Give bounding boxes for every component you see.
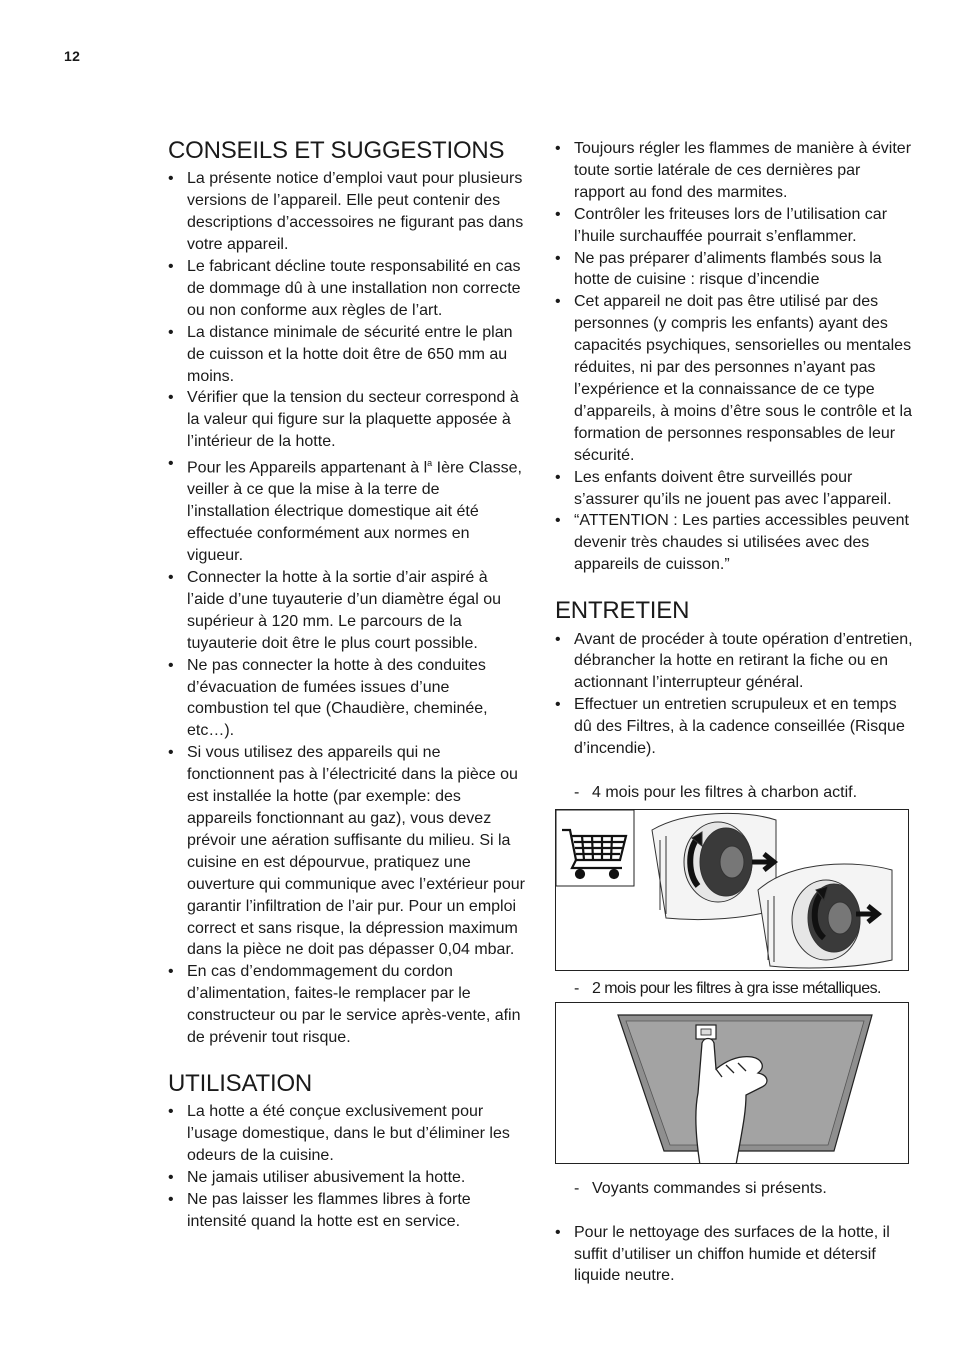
conseils-list — [168, 168, 526, 1049]
conseils-heading: CONSEILS ET SUGGESTIONS — [168, 137, 505, 164]
grease-filter-illustration — [556, 1003, 909, 1164]
list-item: • Avant de procéder à toute opération d’entretien, débrancher la hotte en retirant la fiche ou en actionnant l’interrupteur général. — [555, 629, 913, 695]
list-item: • Ne pas préparer d’aliments flambés sous la hotte de cuisine : risque d’incendie — [555, 248, 913, 292]
dash-graisse: - 2 mois pour les filtres à gra isse métalliques. — [555, 978, 913, 1000]
list-item: • La présente notice d’emploi vaut pour plusieurs versions de l’appareil. Elle peut contenir des descriptions d’accessoires ne figurant pas dans votre appareil. — [168, 168, 526, 256]
list-item: • Le fabricant décline toute responsabilité en cas de dommage dû à une installation non correcte ou non conforme aux règles de l’art. — [168, 256, 526, 322]
utilisation-list — [168, 1101, 526, 1232]
utilisation-heading: UTILISATION — [168, 1069, 313, 1097]
right-column — [555, 138, 913, 1287]
list-item: • Vérifier que la tension du secteur correspond à la valeur qui figure sur la plaquette apposée à l’intérieur de la hotte. — [168, 387, 526, 453]
list-item: • La distance minimale de sécurité entre le plan de cuisson et la hotte doit être de 650 mm au moins. — [168, 322, 526, 388]
list-item: • Ne pas laisser les flammes libres à forte intensité quand la hotte est en service. — [168, 1189, 526, 1233]
list-item: • Ne pas connecter la hotte à des conduites d’évacuation de fumées issues d’une combustion tel que (Chaudière, cheminée, etc…). — [168, 655, 526, 743]
list-item: • Si vous utilisez des appareils qui ne fonctionnent pas à l’électricité dans la pièce ou est installée la hotte (par exemple: des appareils fonctionnant au gaz), vous devez prévoir une aération suffisante du milieu. Si la cuisine en est dépourvue, pratiquez une ouverture qui communique avec l’extérieur pour garantir l’infiltration de l’air pur. Pour un emploi correct et sans risque, la dépression maximum dans la pièce ne doit pas dépasser 0,04 mbar. — [168, 742, 526, 961]
carbon-filter-figure — [555, 809, 909, 971]
entretien-list — [555, 629, 913, 760]
list-item: • En cas d’endommagement du cordon d’alimentation, faites-le remplacer par le constructeur ou par le service après-vente, afin de prévenir tout risque. — [168, 961, 526, 1049]
dash-charbon: - 4 mois pour les filtres à charbon actif. — [555, 782, 913, 804]
list-item: • La hotte a été conçue exclusivement pour l’usage domestique, dans le but d’éliminer les odeurs de la cuisine. — [168, 1101, 526, 1167]
hood-view-1 — [652, 813, 776, 919]
list-item: • Effectuer un entretien scrupuleux et en temps dû des Filtres, à la cadence conseillée (Risque d’incendie). — [555, 694, 913, 760]
list-item: • Ne jamais utiliser abusivement la hotte. — [168, 1167, 526, 1189]
list-item: • Contrôler les friteuses lors de l’utilisation car l’huile surchauffée pourrait s’enflammer. — [555, 204, 913, 248]
entretien-heading: ENTRETIEN — [555, 597, 690, 625]
left-column — [168, 138, 526, 1233]
classe-superscript: a — [427, 458, 433, 469]
list-item: • Connecter la hotte à la sortie d’air aspiré à l’aide d’une tuyauterie d’un diamètre égal ou supérieur à 120 mm. Le parcours de la tuyauterie doit être le plus court possible. — [168, 567, 526, 655]
dash-voyants: - Voyants commandes si présents. — [555, 1178, 913, 1200]
hood-view-2 — [758, 864, 892, 968]
nettoyage-list — [555, 1222, 913, 1288]
list-item — [168, 453, 526, 567]
safety-list — [555, 138, 913, 576]
list-item: • “ATTENTION : Les parties accessibles peuvent devenir très chaudes si utilisées avec des appareils de cuisson.” — [555, 510, 913, 576]
classe-text-before: Pour les Appareils appartenant à l — [187, 459, 428, 477]
list-item: • Cet appareil ne doit pas être utilisé par des personnes (y compris les enfants) ayant des capacités psychiques, sensorielles ou mentales réduites, ni par des personnes n’ayant pas l’expérience et la connaissance de ce type d’appareils, à moins d’être sous le contrôle et la formation de personnes responsables de leur sécurité. — [555, 291, 913, 466]
list-item: • Toujours régler les flammes de manière à éviter toute sortie latérale de ces dernières par rapport au fond des marmites. — [555, 138, 913, 204]
carbon-filter-illustration — [556, 810, 909, 971]
page-number: 12 — [64, 48, 81, 64]
classe-text-after: Ière Classe, veiller à ce que la mise à la terre de l’installation électrique domestique ait été effectuée conformément aux normes en vigueur. — [187, 459, 522, 565]
list-item: • Les enfants doivent être surveillés pour s’assurer qu’ils ne jouent pas avec l’appareil. — [555, 467, 913, 511]
list-item: • Pour le nettoyage des surfaces de la hotte, il suffit d’utiliser un chiffon humide et détersif liquide neutre. — [555, 1222, 913, 1288]
grease-filter-figure — [555, 1002, 909, 1164]
